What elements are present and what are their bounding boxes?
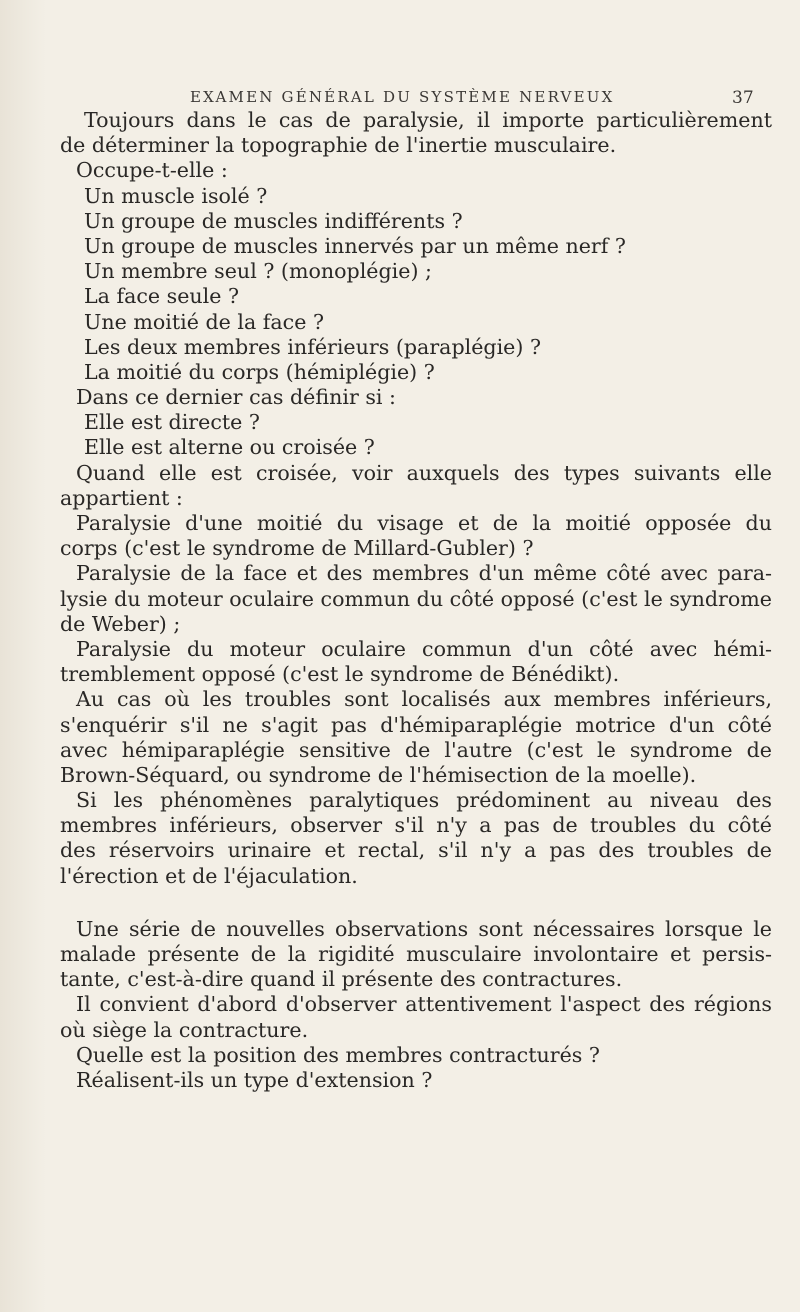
text-line: tante, c'est-à-dire quand il présente des contractures. bbox=[60, 967, 623, 992]
text-line: des réservoirs urinaire et rectal, s'il n'y a pas des troubles de bbox=[60, 838, 772, 863]
text-line: membres inférieurs, observer s'il n'y a pas de troubles du côté bbox=[60, 813, 772, 838]
sub-option-item: Elle est alterne ou croisée ? bbox=[84, 435, 375, 460]
text-line: Toujours dans le cas de paralysie, il importe particulièrement bbox=[84, 108, 772, 132]
text-line: l'érection et de l'éjaculation. bbox=[60, 863, 358, 888]
text-line: Réalisent-ils un type d'extension ? bbox=[76, 1067, 433, 1092]
option-item: Une moitié de la face ? bbox=[84, 309, 324, 334]
option-item: Un membre seul ? (monoplégie) ; bbox=[84, 259, 432, 284]
text-line: Brown-Séquard, ou syndrome de l'hémisection de la moelle). bbox=[60, 762, 697, 787]
body-text bbox=[60, 108, 772, 1093]
running-title: EXAMEN GÉNÉRAL DU SYSTÈME NERVEUX bbox=[190, 88, 615, 106]
text-line: Il convient d'abord d'observer attentivement l'aspect des régions bbox=[76, 992, 772, 1017]
page-number: 37 bbox=[732, 88, 754, 108]
option-item: Les deux membres inférieurs (paraplégie) ? bbox=[84, 334, 541, 359]
option-item: Un groupe de muscles innervés par un même nerf ? bbox=[84, 233, 626, 258]
text-line: appartient : bbox=[60, 485, 183, 510]
text-line: Une série de nouvelles observations sont nécessaires lorsque le bbox=[76, 916, 772, 941]
option-item: La face seule ? bbox=[84, 284, 240, 309]
text-line: Au cas où les troubles sont localisés aux membres inférieurs, bbox=[76, 687, 772, 712]
text-line: Quand elle est croisée, voir auxquels des types suivants elle bbox=[76, 460, 772, 485]
text-line: s'enquérir s'il ne s'agit pas d'hémiparaplégie motrice d'un côté bbox=[60, 712, 772, 737]
text-line: Paralysie de la face et des membres d'un même côté avec para- bbox=[76, 561, 772, 586]
text-line: lysie du moteur oculaire commun du côté opposé (c'est le syndrome bbox=[60, 586, 772, 611]
text-line: corps (c'est le syndrome de Millard-Gubler) ? bbox=[60, 536, 534, 561]
text-line: Paralysie du moteur oculaire commun d'un côté avec hémi- bbox=[76, 636, 772, 661]
text-line: tremblement opposé (c'est le syndrome de Bénédikt). bbox=[60, 662, 620, 687]
text-line: Quelle est la position des membres contracturés ? bbox=[76, 1042, 600, 1067]
sub-option-item: Elle est directe ? bbox=[84, 410, 260, 435]
text-line: de déterminer la topographie de l'inertie musculaire. bbox=[60, 133, 617, 158]
text-line: Si les phénomènes paralytiques prédominent au niveau des bbox=[76, 788, 772, 813]
option-item: Un groupe de muscles indifférents ? bbox=[84, 208, 463, 233]
text-line: avec hémiparaplégie sensitive de l'autre (c'est le syndrome de bbox=[60, 737, 772, 762]
paragraph-gap bbox=[60, 889, 772, 917]
option-item: Un muscle isolé ? bbox=[84, 183, 268, 208]
page-edge-shadow bbox=[0, 0, 46, 1312]
text-line: Dans ce dernier cas définir si : bbox=[76, 385, 396, 410]
text-line: malade présente de la rigidité musculaire involontaire et persis- bbox=[60, 942, 772, 966]
text-line: Paralysie d'une moitié du visage et de la moitié opposée du bbox=[76, 511, 772, 535]
text-line: de Weber) ; bbox=[60, 611, 181, 636]
text-line: où siège la contracture. bbox=[60, 1017, 309, 1042]
option-item: La moitié du corps (hémiplégie) ? bbox=[84, 359, 435, 384]
question-occupe: Occupe-t-elle : bbox=[76, 158, 228, 183]
